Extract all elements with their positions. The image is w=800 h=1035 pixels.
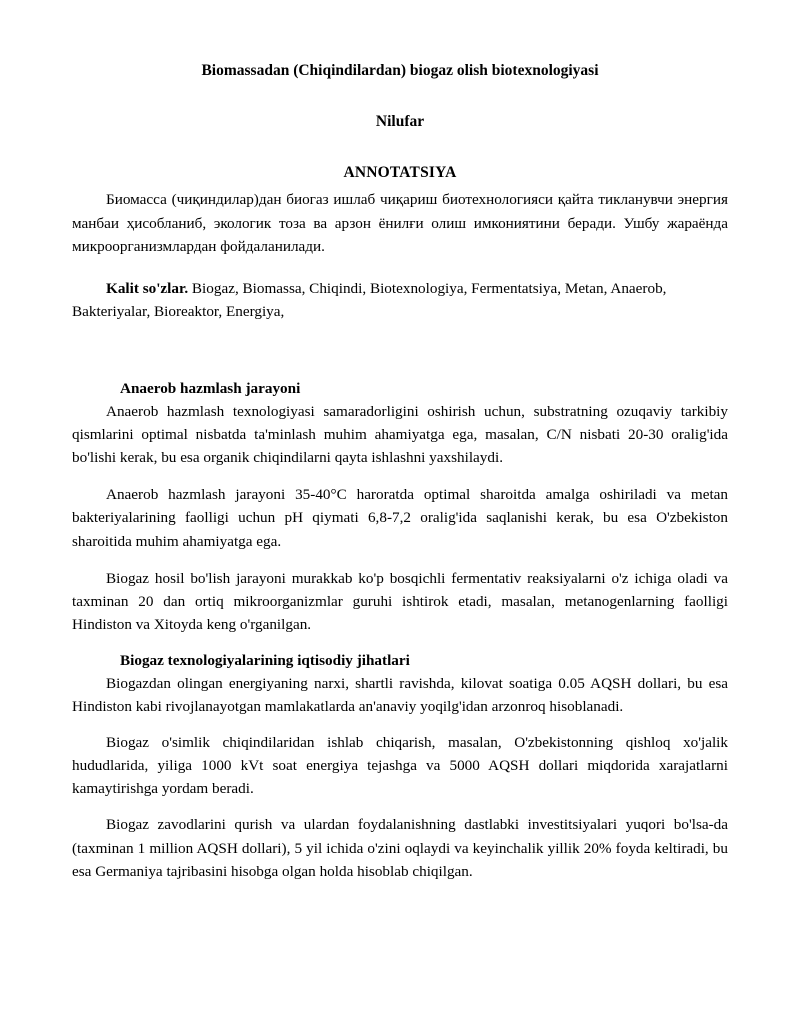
section-heading-economic-aspects: Biogaz texnologiyalarining iqtisodiy jihatlari — [120, 651, 410, 669]
section-heading-anaerobic-digestion: Anaerob hazmlash jarayoni — [120, 380, 301, 398]
page-title: Biomassadan (Chiqindilardan) biogaz olish biotexnologiyasi — [201, 62, 599, 79]
author-name: Nilufar — [375, 112, 425, 130]
abstract-paragraph: Биомасса (чиқиндилар)дан биогаз ишлаб чиқариш биотехнологияси қайта тикланувчи энергия манбаи ҳисобланиб, экологик тоза ва арзон ёнилғи олиш имкониятини беради. Ушбу жараёнда микроорганизмлардан фойдаланилади. — [72, 191, 728, 256]
section-0-paragraph-0: Anaerob hazmlash texnologiyasi samaradorligini oshirish uchun, substratning ozuqaviy tarkibiy qismlarini optimal nisbatda ta'minlash muhim ahamiyatga ega, masalan, C/N nisbati 20-30 oralig'ida bo'lishi kerak, bu esa organik chiqindilarni qayta ishlashni yaxshilaydi. — [72, 403, 728, 467]
section-0-paragraph-1: Anaerob hazmlash jarayoni 35-40°C haroratda optimal sharoitda amalga oshiriladi va metan bakteriyalarining faolligi uchun pH qiymati 6,8-7,2 oralig'ida saqlanishi kerak, bu esa O'zbekiston sharoitida muhim ahamiyatga ega. — [72, 486, 728, 550]
section-0-paragraph-2: Biogaz hosil bo'lish jarayoni murakkab ko'p bosqichli fermentativ reaksiyalarni o'z ichiga oladi va taxminan 20 dan ortiq mikroorganizmlar guruhi ishtirok etadi, masalan, metanogenlarning faolligi Hindiston va Xitoyda keng o'rganilgan. — [72, 569, 728, 633]
abstract-label: ANNOTATSIYA — [343, 164, 457, 182]
section-1-paragraph-1: Biogaz o'simlik chiqindilaridan ishlab chiqarish, masalan, O'zbekistonning qishloq xo'jalik hududlarida, yiliga 1000 kVt soat energiya tejashga va 5000 AQSH dollari miqdorida xarajatlarni kamaytirishga yordam beradi. — [72, 734, 728, 798]
section-1-paragraph-2: Biogaz zavodlarini qurish va ulardan foydalanishning dastlabki investitsiyalari yuqori bo'lsa-da (taxminan 1 million AQSH dollari), 5 yil ichida o'zini oqlaydi va keyinchalik yillik 20% foyda keltiradi, bu esa Germaniya tajribasini hisobga olgan holda hisoblab chiqilgan. — [72, 816, 728, 880]
keywords-paragraph — [72, 259, 728, 323]
section-1-paragraph-0: Biogazdan olingan energiyaning narxi, shartli ravishda, kilovat soatiga 0.05 AQSH dollari, bu esa Hindiston kabi rivojlanayotgan mamlakatlarda an'anaviy yoqilg'idan arzonroq hisoblanadi. — [72, 674, 728, 716]
keywords-label: Kalit so'zlar. — [106, 279, 189, 297]
keywords-list: Biogaz, Biomassa, Chiqindi, Biotexnologiya, Fermentatsiya, Metan, Anaerob, Bakteriyalar, Bioreaktor, Energiya, — [72, 279, 667, 320]
